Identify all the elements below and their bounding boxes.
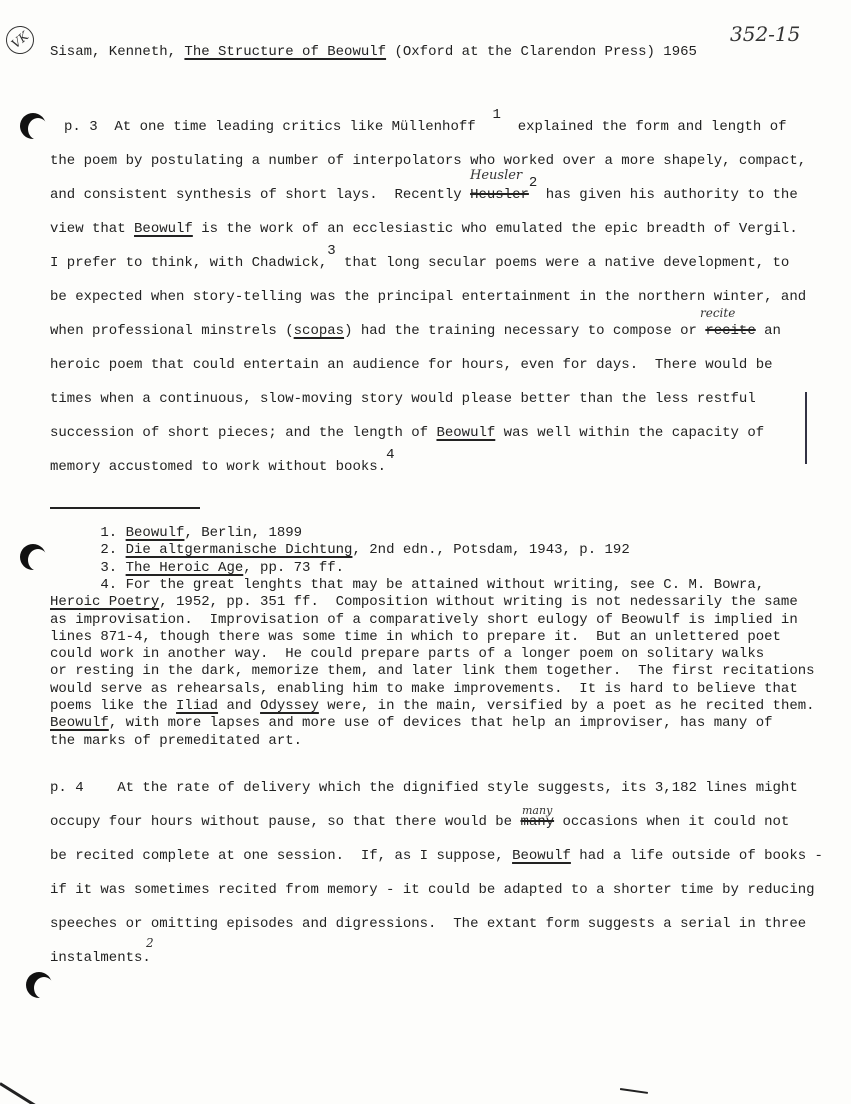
text-run: has given his authority to the: [537, 187, 798, 203]
struck-word: recite: [705, 323, 756, 339]
punch-hole: [20, 113, 46, 139]
text-run: be expected when story-telling was the principal entertainment in the northern winter, and: [50, 289, 807, 305]
footnote-marker: 4: [386, 447, 395, 463]
text-run: an: [755, 323, 781, 339]
paragraph-line: [50, 221, 798, 237]
text-run: instalments.: [50, 950, 151, 966]
page-edge-shadow: [0, 1082, 52, 1104]
punch-hole: [26, 972, 52, 998]
text-run: , pp. 73 ff.: [243, 559, 345, 576]
text-run: succession of short pieces; and the length of: [50, 425, 437, 441]
citation-header: [50, 44, 697, 60]
underlined-title: Beowulf: [436, 425, 496, 441]
text-run: had a life outside of books -: [570, 848, 823, 864]
struck-word: Heusler: [470, 187, 529, 203]
text-run: the poem by postulating a number of interpolators who worked over a more shapely, compact,: [50, 153, 807, 169]
text-run: memory accustomed to work without books.: [50, 459, 387, 475]
text-run: poems like the: [50, 698, 177, 714]
text-run: 4. For the great lenghts that may be attained without writing, see C. M. Bowra,: [50, 576, 765, 593]
text-run: were, in the main, versified by a poet as he recited them.: [318, 698, 815, 714]
paragraph-line: [50, 289, 806, 305]
paragraph-line: [50, 175, 798, 203]
margin-mark: [805, 392, 807, 464]
footnote-line: [50, 577, 764, 593]
footnote-divider: [50, 507, 200, 509]
paragraph-line: [50, 323, 781, 339]
text-run: p. 3 At one time leading critics like Müllenhoff: [64, 119, 493, 135]
footnote-marker: 3: [327, 243, 336, 259]
text-run: occupy four hours without pause, so that there would be: [50, 814, 521, 830]
text-run: p. 4 At the rate of delivery which the dignified style suggests, its 3,182 lines might: [50, 780, 798, 796]
footnote-line: [50, 594, 798, 610]
text-run: 1.: [50, 525, 126, 541]
text-run: I prefer to think, with Chadwick,: [50, 255, 328, 271]
initials-stamp: VK: [0, 20, 39, 59]
paragraph-line: [64, 107, 787, 135]
text-run: , 2nd edn., Potsdam, 1943, p. 192: [352, 542, 630, 559]
underlined-title: Iliad: [176, 698, 219, 714]
footnote-line: [50, 715, 773, 731]
footnote-line: [50, 525, 302, 541]
footnote-line: [50, 612, 798, 628]
text-run: as improvisation. Improvisation of a comparatively short eulogy of Beowulf is implied in: [50, 611, 798, 628]
text-run: , 1952, pp. 351 ff. Composition without writing is not nedessarily the same: [159, 594, 798, 611]
underlined-title: Heroic Poetry: [50, 594, 160, 611]
text-run: heroic poem that could entertain an audience for hours, even for days. There would be: [50, 357, 773, 373]
footnote-marker: 2: [528, 175, 538, 191]
underlined-title: Beowulf: [50, 715, 109, 732]
footnote-line: [50, 663, 815, 679]
text-run: occasions when it could not: [554, 814, 790, 830]
text-run: speeches or omitting episodes and digressions. The extant form suggests a serial in three: [50, 916, 807, 932]
text-run: that long secular poems were a native development, to: [335, 255, 790, 271]
footnote-line: [50, 681, 798, 697]
text-run: (Oxford at the Clarendon Press) 1965: [386, 44, 697, 60]
text-run: when professional minstrels (: [50, 323, 294, 339]
underlined-title: scopas: [293, 323, 345, 339]
text-run: could work in another way. He could prepare parts of a longer poem on solitary walks: [50, 646, 765, 663]
underlined-title: Beowulf: [134, 221, 193, 237]
paragraph-line: [50, 447, 395, 475]
footnote-marker: 1: [492, 107, 501, 123]
footnote-line: [50, 542, 630, 558]
handwritten-correction-recite: recite: [700, 306, 736, 320]
footnote-line: [50, 733, 302, 749]
paragraph-line: [50, 153, 806, 169]
handwritten-correction-many: many: [522, 804, 553, 817]
underlined-title: The Heroic Age: [125, 559, 244, 576]
paragraph-line: [50, 391, 756, 407]
text-run: times when a continuous, slow-moving story would please better than the less restful: [50, 391, 756, 407]
text-run: the marks of premeditated art.: [50, 732, 303, 749]
footnote-line: [50, 646, 764, 662]
text-run: 3.: [50, 559, 126, 576]
paragraph-line: [50, 243, 790, 271]
footnote-line: [50, 629, 781, 645]
text-run: Sisam, Kenneth,: [50, 44, 185, 60]
underlined-title: Beowulf: [512, 848, 571, 864]
underlined-title: The Structure of Beowulf: [184, 44, 387, 60]
text-run: explained the form and length of: [500, 119, 787, 135]
paragraph-line: [50, 950, 151, 966]
paragraph-line: [50, 848, 823, 864]
text-run: if it was sometimes recited from memory - it could be adapted to a shorter time by reducing: [50, 882, 815, 898]
text-run: was well within the capacity of: [495, 425, 765, 441]
footnote-line: [50, 698, 815, 714]
paragraph-line: [50, 780, 798, 796]
underlined-title: Die altgermanische Dichtung: [125, 542, 353, 559]
text-run: be recited complete at one session. If, as I suppose,: [50, 848, 513, 864]
handwritten-correction-heusler: Heusler: [470, 168, 523, 183]
paragraph-line: [50, 357, 773, 373]
handwritten-footnote-marker: 2: [146, 936, 154, 950]
text-run: lines 871-4, though there was some time in which to prepare it. But an unlettered poet: [50, 628, 781, 645]
underlined-title: Odyssey: [260, 698, 319, 714]
text-run: 2.: [50, 542, 126, 559]
text-run: ) had the training necessary to compose or: [344, 323, 706, 339]
underlined-title: Beowulf: [125, 525, 185, 541]
paragraph-line: [50, 882, 815, 898]
paragraph-line: [50, 425, 764, 441]
text-run: view that: [50, 221, 135, 237]
paragraph-line: [50, 916, 806, 932]
text-run: , Berlin, 1899: [184, 525, 303, 541]
text-run: would serve as rehearsals, enabling him to make improvements. It is hard to believe that: [50, 680, 798, 697]
text-run: and: [218, 698, 261, 714]
text-run: , with more lapses and more use of devices that help an improviser, has many of: [108, 715, 773, 732]
pen-mark: [620, 1088, 648, 1093]
struck-word: many: [520, 814, 555, 830]
punch-hole: [20, 544, 46, 570]
text-run: and consistent synthesis of short lays. Recently: [50, 187, 471, 203]
text-run: is the work of an ecclesiastic who emulated the epic breadth of Vergil.: [192, 221, 798, 237]
text-run: or resting in the dark, memorize them, and later link them together. The first recitations: [50, 663, 815, 680]
paragraph-line: [50, 814, 789, 830]
footnote-line: [50, 560, 344, 576]
catalog-number: 352-15: [730, 22, 801, 46]
